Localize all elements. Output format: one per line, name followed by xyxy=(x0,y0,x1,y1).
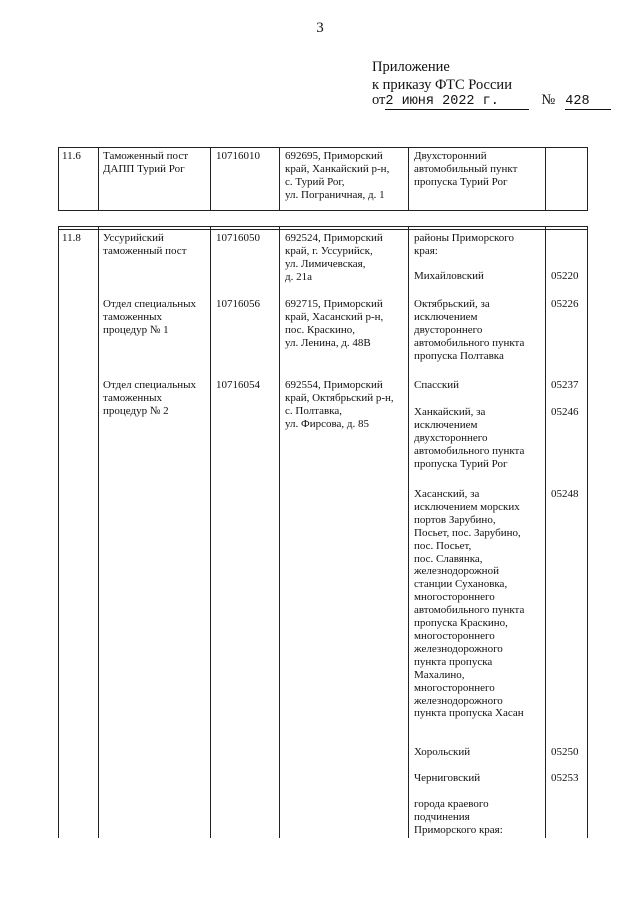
region-text: Михайловский xyxy=(414,270,484,282)
table-border xyxy=(279,226,280,838)
customs-address: 692715, Приморский край, Хасанский р-н, пос. Краскино, ул. Ленина, д. 48В xyxy=(285,298,384,349)
okato-code: 05220 xyxy=(551,270,579,282)
order-number: 428 xyxy=(565,94,611,110)
region-text: Двухсторонний автомобильный пункт пропуска Турий Рог xyxy=(414,150,518,188)
table-border xyxy=(98,226,99,838)
customs-code: 10716054 xyxy=(216,379,260,391)
customs-code: 10716010 xyxy=(216,150,260,162)
table-border xyxy=(587,147,588,211)
region-text: Октябрьский, за исключением двустороннего автомобильного пункта пропуска Полтавка xyxy=(414,298,525,362)
okato-code: 05253 xyxy=(551,772,579,784)
order-date: 2 июня 2022 г. xyxy=(385,95,529,110)
number-label: № xyxy=(541,92,556,108)
customs-code: 10716050 xyxy=(216,232,260,244)
table-border xyxy=(408,147,409,211)
region-text: Ханкайский, за исключением двухстороннего автомобильного пункта пропуска Турий Рог xyxy=(414,406,525,470)
region-text: Черниговский xyxy=(414,772,481,784)
region-text: города краевого подчинения Приморского края: xyxy=(414,798,503,836)
table-border xyxy=(58,229,588,230)
customs-address: 692695, Приморский край, Ханкайский р-н, с. Турий Рог, ул. Пограничная, д. 1 xyxy=(285,150,390,201)
okato-code: 05248 xyxy=(551,488,579,500)
customs-name: Уссурийский таможенный пост xyxy=(103,232,187,257)
appendix-title: Приложение xyxy=(372,59,450,75)
table-border xyxy=(58,210,588,211)
row-number: 11.8 xyxy=(62,232,81,244)
customs-code: 10716056 xyxy=(216,298,260,310)
table-border xyxy=(58,147,59,211)
okato-code: 05246 xyxy=(551,406,579,418)
okato-code: 05237 xyxy=(551,379,579,391)
okato-code: 05226 xyxy=(551,298,579,310)
page-number: 3 xyxy=(316,20,324,36)
table-border xyxy=(545,147,546,211)
region-text: Хасанский, за исключением морских портов Зарубино, Посьет, пос. Зарубино, пос. Посьет, пос. Славянка, железнодорожной станции Сухановка, многостороннего автомобильного пункта пропуска Краскино, многостороннего железнодорожного пункта пропуска Махалино, многостороннего железнодорожного пункта пропуска Хасан xyxy=(414,488,525,720)
table-border xyxy=(210,226,211,838)
table-border xyxy=(58,226,59,838)
region-text: Хорольский xyxy=(414,746,471,758)
region-text: районы Приморского края: xyxy=(414,232,514,257)
table-border xyxy=(279,147,280,211)
date-prefix: от xyxy=(372,92,386,108)
region-text: Спасский xyxy=(414,379,459,391)
table-border xyxy=(58,147,588,148)
customs-name: Таможенный пост ДАПП Турий Рог xyxy=(103,150,189,175)
table-border xyxy=(98,147,99,211)
customs-address: 692554, Приморский край, Октябрьский р-н, с. Полтавка, ул. Фирсова, д. 85 xyxy=(285,379,394,430)
okato-code: 05250 xyxy=(551,746,579,758)
customs-address: 692524, Приморский край, г. Уссурийск, ул. Лимичевская, д. 21а xyxy=(285,232,383,283)
customs-name: Отдел специальных таможенных процедур № 2 xyxy=(103,379,197,417)
table-border xyxy=(58,226,588,227)
order-date-line xyxy=(372,92,611,110)
table-border xyxy=(408,226,409,838)
order-reference: к приказу ФТС России xyxy=(372,77,512,93)
table-border xyxy=(210,147,211,211)
table-border xyxy=(587,226,588,838)
customs-name: Отдел специальных таможенных процедур № 1 xyxy=(103,298,197,336)
table-border xyxy=(545,226,546,838)
row-number: 11.6 xyxy=(62,150,81,162)
